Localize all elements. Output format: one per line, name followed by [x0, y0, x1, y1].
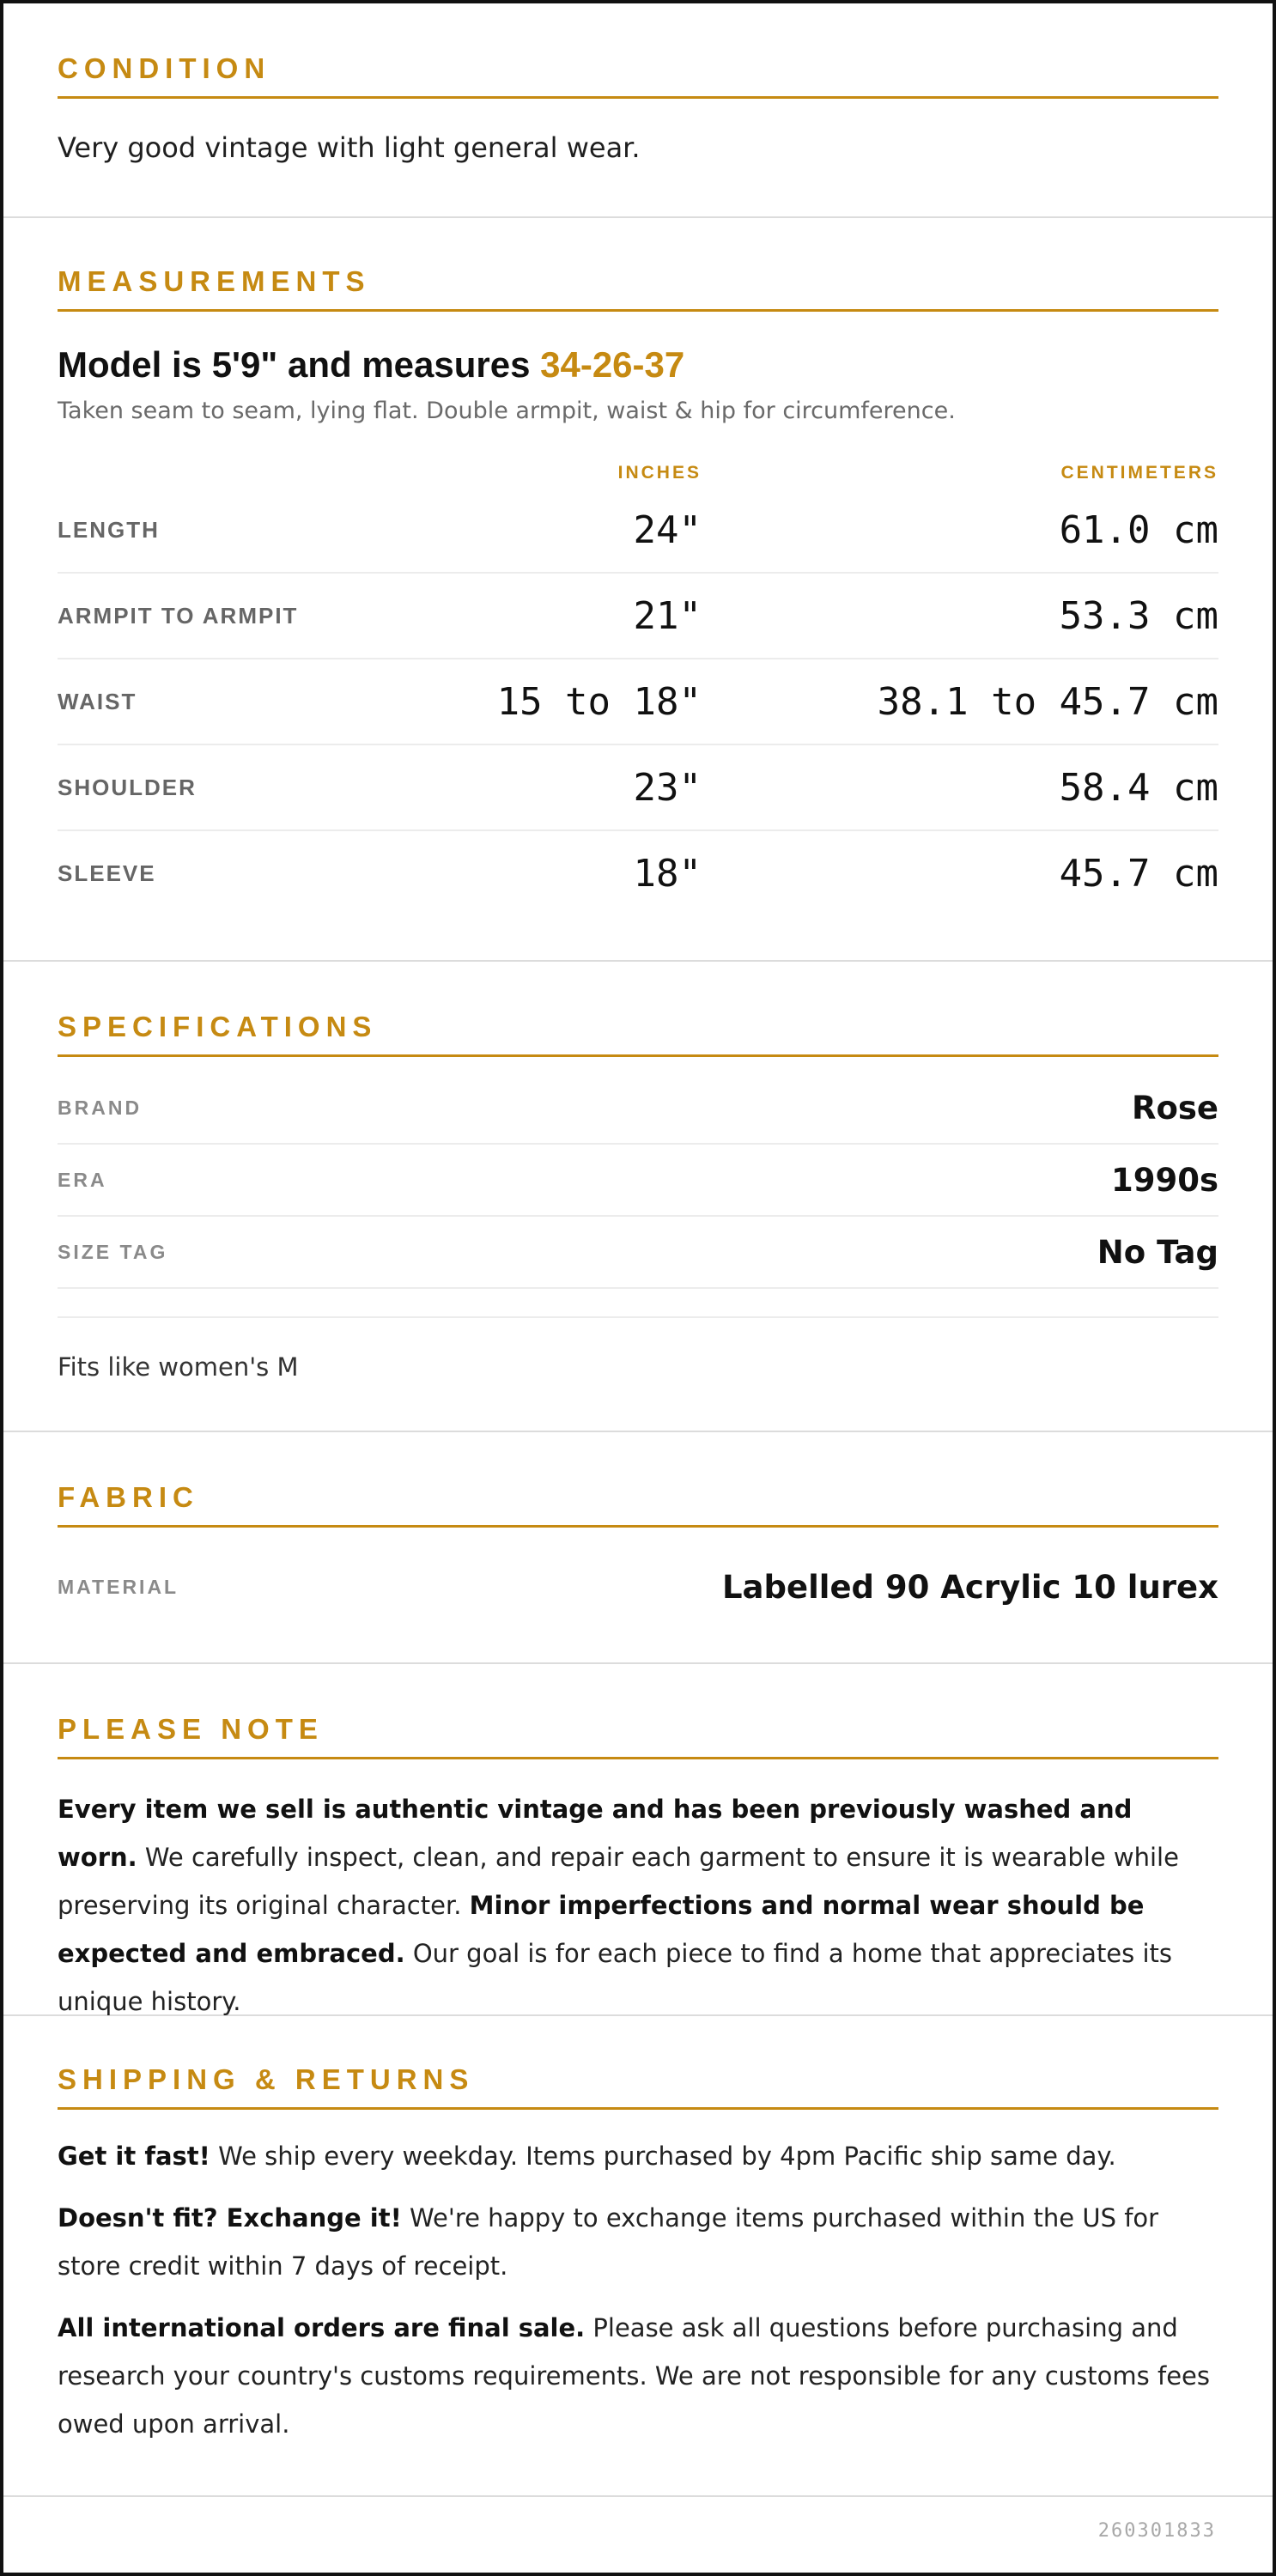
fits-note: Fits like women's M — [58, 1316, 1218, 1382]
spec-label: SIZE TAG — [58, 1240, 168, 1263]
international-bold: All international orders are final sale. — [58, 2313, 586, 2342]
please-note-title: PLEASE NOTE — [58, 1712, 1218, 1759]
centimeters-column-header: CENTIMETERS — [1060, 463, 1218, 483]
spec-row-size-tag — [58, 1217, 1218, 1289]
measurement-row-length — [58, 488, 1218, 574]
please-note-section — [3, 1664, 1273, 2016]
exchange-bold: Doesn't fit? Exchange it! — [58, 2203, 402, 2233]
model-measures-prefix: Model is 5'9" and measures — [58, 344, 541, 385]
measurement-cm: 53.3 cm — [1059, 593, 1218, 638]
measurements-section — [3, 218, 1273, 962]
measurement-inches: 18" — [633, 851, 702, 896]
measurement-cm: 45.7 cm — [1059, 851, 1218, 896]
spec-row-material — [58, 1552, 1218, 1622]
spec-label: MATERIAL — [58, 1575, 179, 1598]
measurement-label: SLEEVE — [58, 860, 156, 886]
measurements-header — [58, 459, 1218, 488]
model-measures-line — [58, 344, 1218, 386]
exchange-text: We're happy to exchange items purchased within the US for store credit within 7 days of receipt. — [58, 2203, 1159, 2281]
measurement-row-sleeve — [58, 831, 1218, 915]
spec-row-era — [58, 1145, 1218, 1217]
note-bold-1: Every item we sell is authentic vintage and has been previously washed and worn. — [58, 1795, 1133, 1872]
spec-label: ERA — [58, 1168, 107, 1191]
inches-column-header: INCHES — [617, 463, 702, 483]
measurement-cm: 38.1 to 45.7 cm — [877, 679, 1218, 724]
specifications-title: SPECIFICATIONS — [58, 1010, 1218, 1057]
item-id: 260301833 — [1097, 2520, 1216, 2542]
measurement-label: WAIST — [58, 688, 137, 714]
measurement-inches: 21" — [633, 593, 702, 638]
condition-text: Very good vintage with light general wear. — [58, 131, 641, 164]
please-note-text — [58, 1785, 1218, 2026]
measurement-inches: 24" — [633, 507, 702, 552]
shipping-returns-section — [3, 2016, 1273, 2497]
exchange-paragraph — [58, 2194, 1218, 2290]
note-text-2: Our goal is for each piece to find a home that appreciates its unique history. — [58, 1939, 1173, 2016]
note-bold-2: Minor imperfections and normal wear should be expected and embraced. — [58, 1891, 1145, 1968]
measurement-row-armpit — [58, 574, 1218, 659]
shipping-paragraph — [58, 2132, 1218, 2180]
measurement-row-waist — [58, 659, 1218, 745]
measurement-note: Taken seam to seam, lying flat. Double armpit, waist & hip for circumference. — [58, 398, 956, 424]
international-text: Please ask all questions before purchasing and research your country's customs requirements. We are not responsible for any customs fees owed upon arrival. — [58, 2313, 1210, 2439]
spec-value: No Tag — [1097, 1233, 1218, 1271]
measurement-label: ARMPIT TO ARMPIT — [58, 602, 299, 629]
measurement-cm: 58.4 cm — [1059, 765, 1218, 810]
specifications-list — [58, 1072, 1218, 1289]
shipping-bold: Get it fast! — [58, 2142, 210, 2171]
model-measures-value: 34-26-37 — [540, 344, 685, 385]
spec-value: Rose — [1131, 1089, 1218, 1127]
measurement-label: SHOULDER — [58, 774, 197, 800]
specifications-section — [3, 962, 1273, 1432]
measurement-label: LENGTH — [58, 516, 160, 543]
spec-row-brand — [58, 1072, 1218, 1145]
note-text-1: We carefully inspect, clean, and repair each garment to ensure it is wearable while preserving its original character. — [58, 1843, 1179, 1920]
measurements-table — [58, 488, 1218, 915]
international-paragraph — [58, 2304, 1218, 2448]
measurements-title: MEASUREMENTS — [58, 264, 1218, 312]
fabric-section — [3, 1432, 1273, 1664]
spec-label: BRAND — [58, 1096, 143, 1119]
measurement-cm: 61.0 cm — [1059, 507, 1218, 552]
shipping-text: We ship every weekday. Items purchased by 4pm Pacific ship same day. — [210, 2142, 1116, 2171]
measurement-inches: 15 to 18" — [496, 679, 702, 724]
spec-value: 1990s — [1110, 1161, 1218, 1199]
spec-value: Labelled 90 Acrylic 10 lurex — [721, 1568, 1218, 1606]
condition-title: CONDITION — [58, 52, 1218, 99]
fabric-title: FABRIC — [58, 1480, 1218, 1528]
measurement-row-shoulder — [58, 745, 1218, 831]
shipping-title: SHIPPING & RETURNS — [58, 2063, 1218, 2110]
condition-section — [3, 3, 1273, 218]
shipping-paragraphs — [58, 2132, 1218, 2448]
measurement-inches: 23" — [633, 765, 702, 810]
